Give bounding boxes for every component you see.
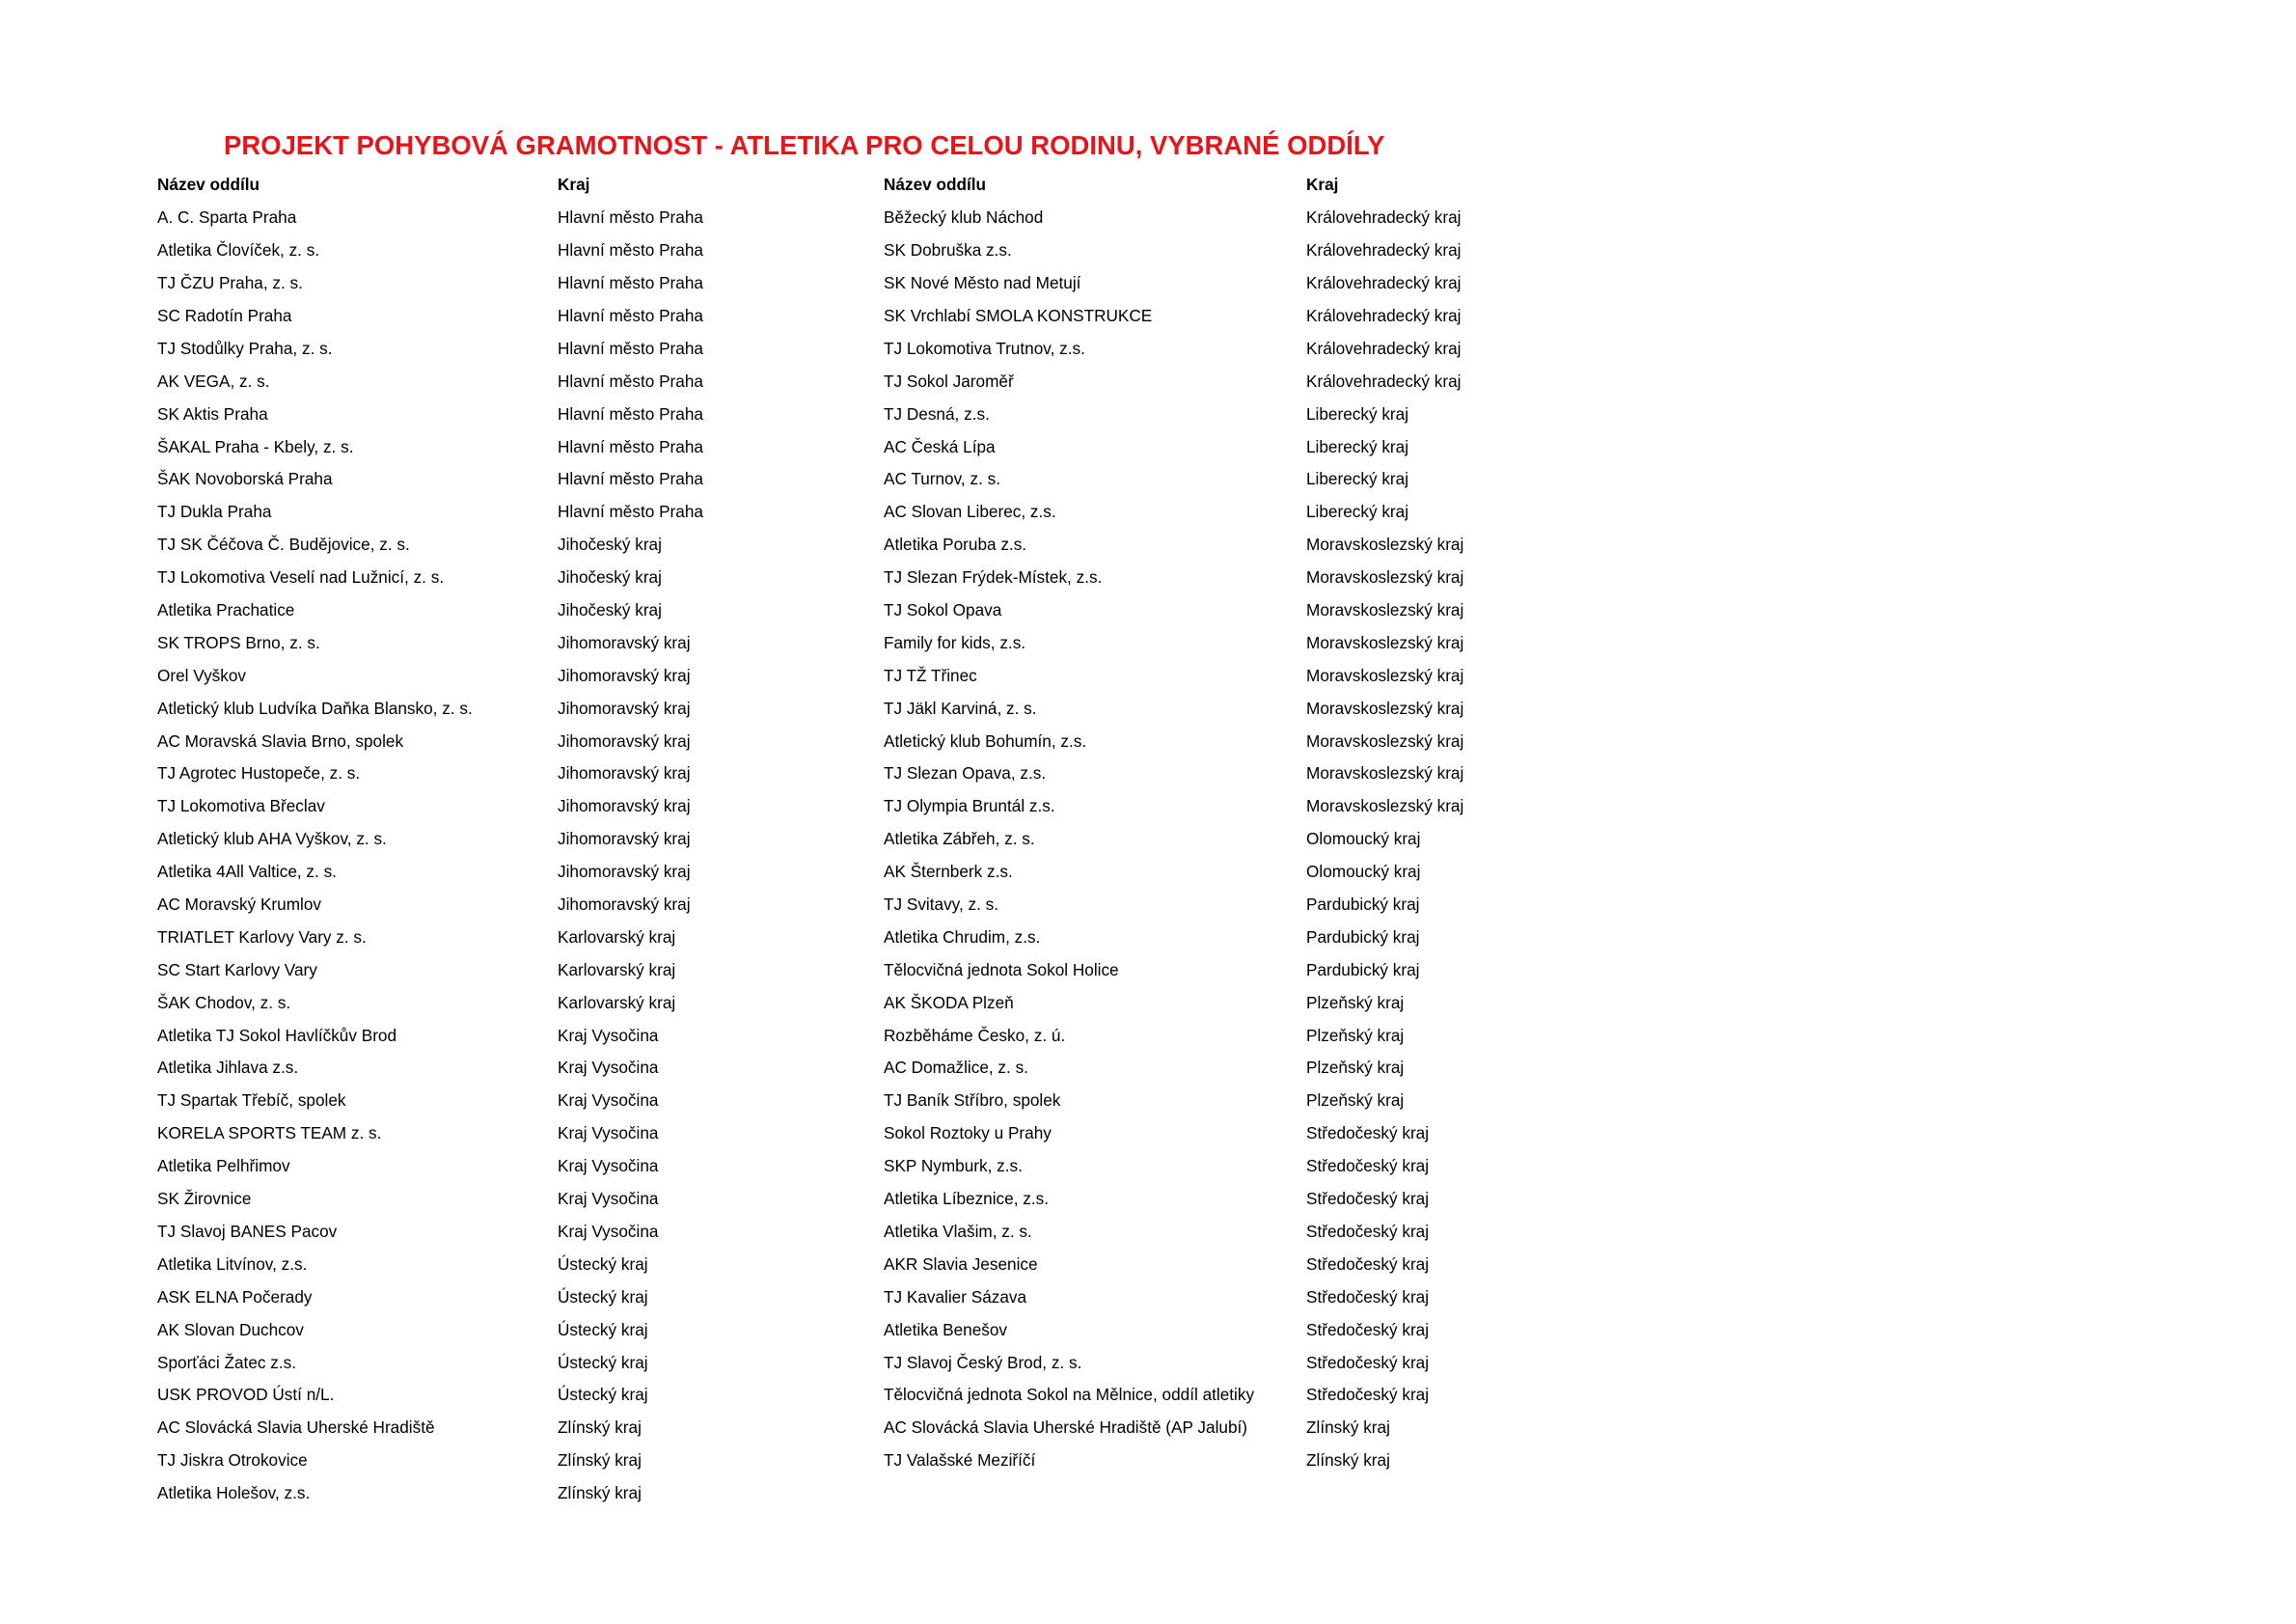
region-cell: Pardubický kraj [1306,895,1420,915]
region-cell: Pardubický kraj [1306,926,1420,947]
club-name-cell: AC Moravská Slavia Brno, spolek [157,730,404,751]
club-name-cell: KORELA SPORTS TEAM z. s. [157,1123,382,1143]
region-cell: Hlavní město Praha [558,338,703,358]
club-name-cell: SC Radotín Praha [157,306,292,325]
table-row [157,1216,1538,1249]
table-row [157,790,1538,823]
region-cell: Zlínský kraj [558,1483,642,1503]
region-cell: Jihomoravský kraj [558,829,691,849]
region-cell: Plzeňský kraj [1306,992,1405,1012]
table-body [157,202,1538,1510]
club-name-cell: SK TROPS Brno, z. s. [157,632,320,652]
club-name-cell: Atletika Chrudim, z.s. [884,926,1041,947]
region-cell: Hlavní město Praha [558,273,703,293]
table-row [157,1052,1538,1085]
region-cell: Jihočeský kraj [558,567,662,588]
club-name-cell: TJ Sokol Jaroměř [884,371,1014,391]
table-row [157,267,1538,300]
club-name-cell: Atletika 4All Valtice, z. s. [157,862,337,882]
club-name-cell: TJ Lokomotiva Trutnov, z.s. [884,338,1085,358]
region-cell: Středočeský kraj [1306,1352,1430,1372]
club-name-cell: ŠAK Novoborská Praha [157,469,333,489]
region-cell: Královehradecký kraj [1306,306,1462,325]
club-name-cell: ASK ELNA Počerady [157,1286,313,1307]
region-cell: Královehradecký kraj [1306,338,1462,358]
club-name-cell: TJ Olympia Bruntál z.s. [884,796,1055,816]
region-cell: Plzeňský kraj [1306,1058,1405,1078]
table-row [157,986,1538,1019]
club-name-cell: AC Turnov, z. s. [884,469,1000,489]
region-cell: Ústecký kraj [558,1385,648,1405]
club-name-cell: TJ Valašské Meziříčí [884,1450,1036,1471]
club-name-cell: Atletika Jihlava z.s. [157,1058,299,1078]
club-name-cell: SK Dobruška z.s. [884,240,1012,261]
table-row [157,725,1538,757]
region-cell: Moravskoslezský kraj [1306,567,1464,588]
region-cell: Pardubický kraj [1306,959,1420,979]
club-name-cell: TJ Baník Stříbro, spolek [884,1090,1061,1111]
club-name-cell: TJ Stodůlky Praha, z. s. [157,338,333,358]
club-name-cell: Atletika Poruba z.s. [884,535,1027,555]
club-name-cell: Atletický klub Ludvíka Daňka Blansko, z. s. [157,698,473,718]
club-name-cell: Atletika Benešov [884,1319,1008,1339]
club-name-cell [884,1477,1306,1510]
region-cell: Moravskoslezský kraj [1306,763,1464,784]
region-cell: Jihomoravský kraj [558,698,691,718]
club-name-cell: AC Domažlice, z. s. [884,1058,1028,1078]
club-name-cell: AC Moravský Krumlov [157,895,321,915]
region-cell: Hlavní město Praha [558,240,703,261]
table-row [157,659,1538,692]
region-cell [1306,1477,1538,1510]
club-name-cell: Sporťáci Žatec z.s. [157,1352,296,1372]
table-row [157,234,1538,267]
table-row [157,1313,1538,1346]
club-name-cell: Atletický klub AHA Vyškov, z. s. [157,829,387,849]
club-name-cell: TJ Jäkl Karviná, z. s. [884,698,1037,718]
club-name-cell: TJ ČZU Praha, z. s. [157,273,303,293]
table-row [157,1085,1538,1117]
region-cell: Moravskoslezský kraj [1306,698,1464,718]
region-cell: Plzeňský kraj [1306,1090,1405,1111]
table-row [157,1150,1538,1183]
club-name-cell: Atletický klub Bohumín, z.s. [884,730,1087,751]
club-name-cell: SK Žirovnice [157,1189,252,1209]
region-cell: Liberecký kraj [1306,502,1409,522]
club-name-cell: TJ Dukla Praha [157,502,272,522]
table-row [157,921,1538,953]
region-cell: Hlavní město Praha [558,306,703,325]
region-cell: Královehradecký kraj [1306,273,1462,293]
club-name-cell: ŠAKAL Praha - Kbely, z. s. [157,436,354,456]
club-name-cell: SK Vrchlabí SMOLA KONSTRUKCE [884,306,1153,325]
region-cell: Moravskoslezský kraj [1306,535,1464,555]
region-cell: Hlavní město Praha [558,403,703,424]
region-cell: Kraj Vysočina [558,1123,659,1143]
region-cell: Olomoucký kraj [1306,862,1421,882]
club-name-cell: TJ Spartak Třebíč, spolek [157,1090,346,1111]
region-cell: Zlínský kraj [1306,1450,1390,1471]
table-row [157,332,1538,365]
club-name-cell: AC Slovan Liberec, z.s. [884,502,1056,522]
table-row [157,1379,1538,1412]
region-cell: Moravskoslezský kraj [1306,796,1464,816]
region-cell: Středočeský kraj [1306,1319,1430,1339]
club-name-cell: TJ Sokol Opava [884,600,1002,620]
club-name-cell: TJ Slezan Frýdek-Místek, z.s. [884,567,1103,588]
club-name-cell: A. C. Sparta Praha [157,207,297,228]
table-row [157,953,1538,986]
region-cell: Jihočeský kraj [558,535,662,555]
region-cell: Olomoucký kraj [1306,829,1421,849]
table-row [157,202,1538,234]
club-name-cell: Atletika TJ Sokol Havlíčkův Brod [157,1025,397,1045]
page-title: PROJEKT POHYBOVÁ GRAMOTNOST - ATLETIKA PRO CELOU RODINU, VYBRANÉ ODDÍLY [224,130,1385,160]
club-name-cell: SC Start Karlovy Vary [157,959,317,979]
region-cell: Hlavní město Praha [558,502,703,522]
table-row [157,1412,1538,1445]
region-cell: Zlínský kraj [558,1450,642,1471]
region-cell: Středočeský kraj [1306,1189,1430,1209]
region-cell: Kraj Vysočina [558,1189,659,1209]
table-row [157,1346,1538,1379]
club-name-cell: TJ Jiskra Otrokovice [157,1450,308,1471]
club-name-cell: TJ Lokomotiva Veselí nad Lužnicí, z. s. [157,567,445,588]
region-cell: Karlovarský kraj [558,926,676,947]
region-cell: Královehradecký kraj [1306,240,1462,261]
club-name-cell: AC Česká Lípa [884,436,996,456]
club-name-cell: Rozběháme Česko, z. ú. [884,1025,1066,1045]
club-name-cell: Orel Vyškov [157,665,247,685]
club-name-cell: TJ Agrotec Hustopeče, z. s. [157,763,361,784]
club-name-cell: ŠAK Chodov, z. s. [157,992,291,1012]
clubs-table [157,169,1538,1510]
region-cell: Kraj Vysočina [558,1058,659,1078]
club-name-cell: TJ Slezan Opava, z.s. [884,763,1047,784]
region-cell: Kraj Vysočina [558,1221,659,1241]
header-club-name: Název oddílu [157,175,260,195]
table-row [157,1117,1538,1150]
club-name-cell: AK Slovan Duchcov [157,1319,304,1339]
club-name-cell: Běžecký klub Náchod [884,207,1044,228]
region-cell: Ústecký kraj [558,1352,648,1372]
club-name-cell: AK Šternberk z.s. [884,862,1013,882]
table-row [157,529,1538,562]
region-cell: Zlínský kraj [1306,1418,1390,1438]
table-row [157,463,1538,496]
club-name-cell: TJ Slavoj BANES Pacov [157,1221,338,1241]
table-row [157,398,1538,430]
club-name-cell: Atletika Litvínov, z.s. [157,1253,308,1274]
region-cell: Jihomoravský kraj [558,763,691,784]
table-row [157,1183,1538,1216]
header-region: Kraj [1306,175,1339,195]
club-name-cell: Atletika Vlašim, z. s. [884,1221,1032,1241]
club-name-cell: Atletika Človíček, z. s. [157,240,320,261]
region-cell: Středočeský kraj [1306,1385,1430,1405]
club-name-cell: Tělocvičná jednota Sokol Holice [884,959,1119,979]
table-row [157,1019,1538,1052]
region-cell: Jihomoravský kraj [558,895,691,915]
region-cell: Liberecký kraj [1306,403,1409,424]
club-name-cell: Family for kids, z.s. [884,632,1026,652]
table-row [157,1445,1538,1477]
table-row [157,823,1538,856]
table-row [157,889,1538,922]
region-cell: Moravskoslezský kraj [1306,600,1464,620]
region-cell: Kraj Vysočina [558,1090,659,1111]
clubs-table-container [157,169,1538,1510]
region-cell: Kraj Vysočina [558,1156,659,1176]
club-name-cell: TJ Svitavy, z. s. [884,895,999,915]
region-cell: Jihomoravský kraj [558,665,691,685]
club-name-cell: Sokol Roztoky u Prahy [884,1123,1052,1143]
club-name-cell: AC Slovácká Slavia Uherské Hradiště (AP Jalubí) [884,1418,1248,1438]
table-row [157,562,1538,594]
region-cell: Královehradecký kraj [1306,207,1462,228]
region-cell: Moravskoslezský kraj [1306,632,1464,652]
region-cell: Hlavní město Praha [558,207,703,228]
region-cell: Jihomoravský kraj [558,862,691,882]
club-name-cell: SK Nové Město nad Metují [884,273,1081,293]
table-row [157,365,1538,398]
table-row [157,692,1538,725]
region-cell: Hlavní město Praha [558,436,703,456]
region-cell: Moravskoslezský kraj [1306,665,1464,685]
region-cell: Královehradecký kraj [1306,371,1462,391]
table-row [157,757,1538,790]
club-name-cell: Atletika Pelhřimov [157,1156,290,1176]
region-cell: Moravskoslezský kraj [1306,730,1464,751]
club-name-cell: AK ŠKODA Plzeň [884,992,1014,1012]
region-cell: Jihomoravský kraj [558,632,691,652]
region-cell: Ústecký kraj [558,1286,648,1307]
club-name-cell: Atletika Líbeznice, z.s. [884,1189,1050,1209]
table-row [157,1248,1538,1280]
club-name-cell: TJ Lokomotiva Břeclav [157,796,325,816]
table-row [157,626,1538,659]
club-name-cell: TJ Desná, z.s. [884,403,990,424]
region-cell: Středočeský kraj [1306,1286,1430,1307]
region-cell: Liberecký kraj [1306,469,1409,489]
region-cell: Hlavní město Praha [558,371,703,391]
region-cell: Středočeský kraj [1306,1253,1430,1274]
table-row [157,594,1538,627]
region-cell: Kraj Vysočina [558,1025,659,1045]
region-cell: Karlovarský kraj [558,992,676,1012]
club-name-cell: AK VEGA, z. s. [157,371,270,391]
club-name-cell: USK PROVOD Ústí n/L. [157,1385,335,1405]
table-row [157,430,1538,463]
club-name-cell: AKR Slavia Jesenice [884,1253,1038,1274]
club-name-cell: TJ SK Čéčova Č. Budějovice, z. s. [157,535,410,555]
table-row [157,300,1538,333]
region-cell: Liberecký kraj [1306,436,1409,456]
club-name-cell: Tělocvičná jednota Sokol na Mělnice, oddíl atletiky [884,1385,1255,1405]
region-cell: Ústecký kraj [558,1253,648,1274]
table-row [157,496,1538,529]
table-row [157,856,1538,889]
club-name-cell: SKP Nymburk, z.s. [884,1156,1023,1176]
region-cell: Plzeňský kraj [1306,1025,1405,1045]
header-region: Kraj [558,175,590,195]
region-cell: Karlovarský kraj [558,959,676,979]
region-cell: Jihomoravský kraj [558,796,691,816]
region-cell: Středočeský kraj [1306,1123,1430,1143]
region-cell: Ústecký kraj [558,1319,648,1339]
table-row [157,1477,1538,1510]
club-name-cell: SK Aktis Praha [157,403,268,424]
table-row [157,1280,1538,1313]
region-cell: Jihomoravský kraj [558,730,691,751]
club-name-cell: Atletika Prachatice [157,600,295,620]
club-name-cell: Atletika Holešov, z.s. [157,1483,311,1503]
region-cell: Středočeský kraj [1306,1221,1430,1241]
region-cell: Hlavní město Praha [558,469,703,489]
club-name-cell: TJ Slavoj Český Brod, z. s. [884,1352,1082,1372]
region-cell: Středočeský kraj [1306,1156,1430,1176]
club-name-cell: AC Slovácká Slavia Uherské Hradiště [157,1418,435,1438]
region-cell: Jihočeský kraj [558,600,662,620]
club-name-cell: TJ TŽ Třinec [884,665,977,685]
club-name-cell: TJ Kavalier Sázava [884,1286,1027,1307]
table-header-row [157,169,1538,202]
club-name-cell: TRIATLET Karlovy Vary z. s. [157,926,367,947]
header-club-name: Název oddílu [884,175,987,195]
region-cell: Zlínský kraj [558,1418,642,1438]
club-name-cell: Atletika Zábřeh, z. s. [884,829,1035,849]
